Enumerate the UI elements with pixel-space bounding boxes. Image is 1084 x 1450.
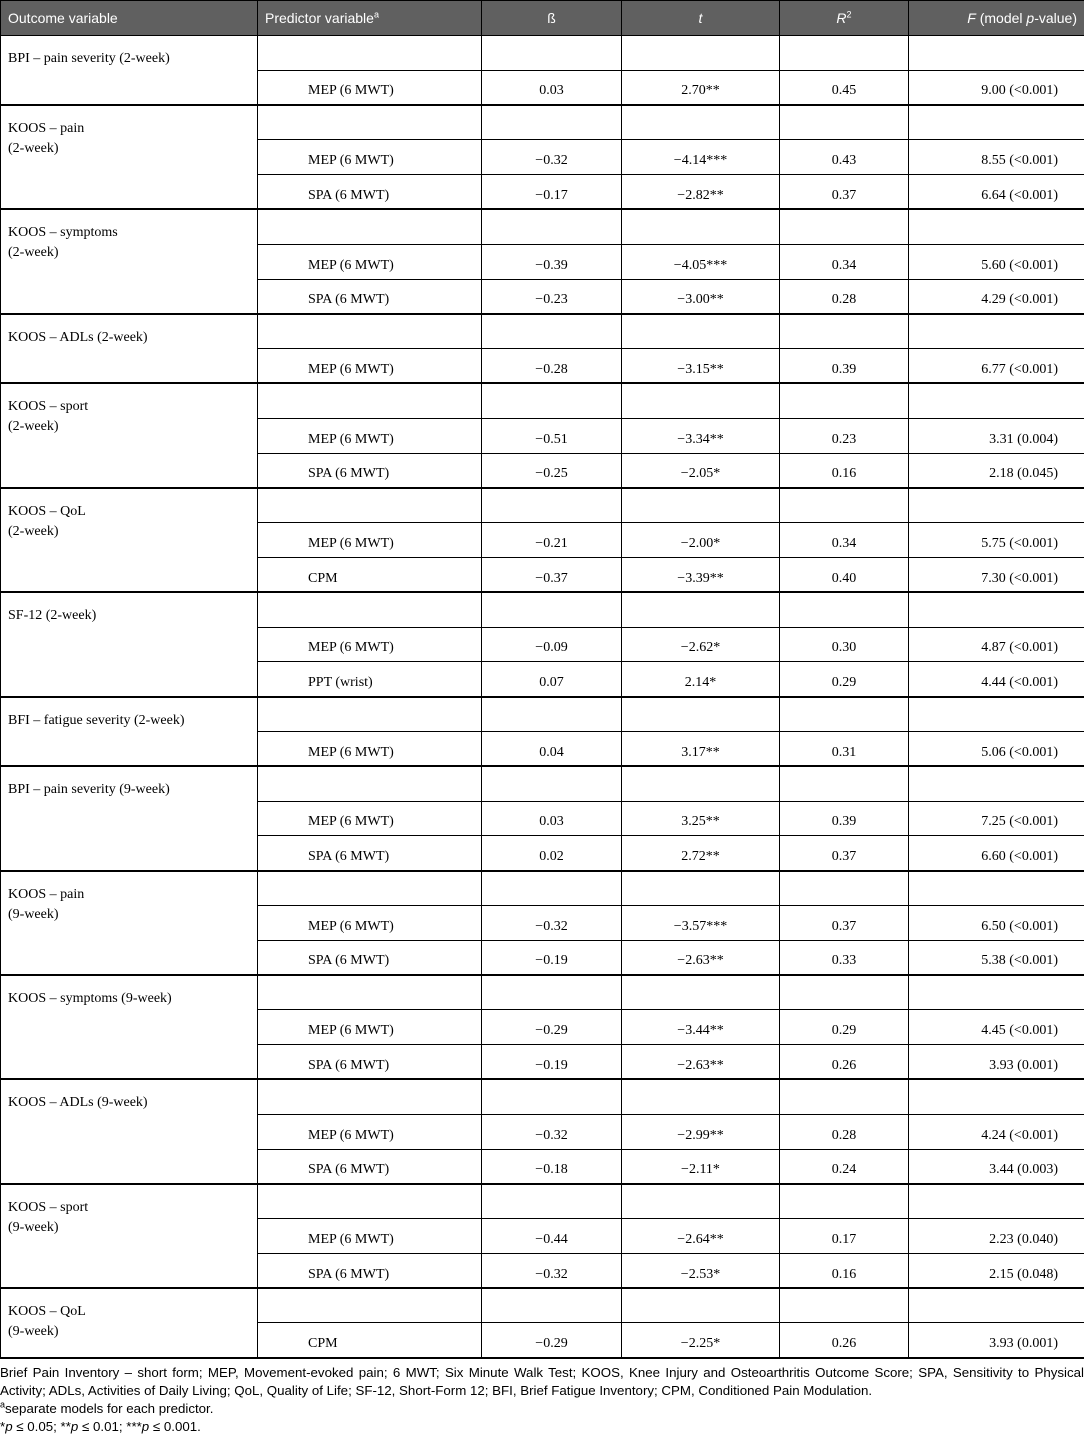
outcome-label: (2-week): [8, 245, 59, 261]
empty-cell: [258, 766, 482, 801]
predictor-cell: MEP (6 MWT): [258, 1219, 482, 1254]
predictor-cell: CPM: [258, 1323, 482, 1358]
beta-cell: −0.17: [482, 175, 622, 210]
r2-cell: 0.37: [780, 175, 909, 210]
empty-cell: [780, 36, 909, 71]
outcome-cell: [1, 105, 258, 209]
predictor-cell: SPA (6 MWT): [258, 279, 482, 314]
empty-cell: [482, 592, 622, 627]
predictor-cell: CPM: [258, 557, 482, 592]
beta-cell: −0.32: [482, 905, 622, 940]
f-cell: 5.60 (<0.001): [909, 244, 1084, 279]
t-cell: −2.99**: [622, 1114, 780, 1149]
outcome-label: (9-week): [8, 1324, 59, 1340]
empty-cell: [622, 766, 780, 801]
table-row: [1, 766, 1084, 801]
f-cell: 2.18 (0.045): [909, 453, 1084, 488]
f-cell: 6.64 (<0.001): [909, 175, 1084, 210]
empty-cell: [780, 871, 909, 906]
predictor-cell: MEP (6 MWT): [258, 905, 482, 940]
empty-cell: [482, 314, 622, 349]
predictor-cell: SPA (6 MWT): [258, 1253, 482, 1288]
outcome-cell: [1, 871, 258, 975]
empty-cell: [909, 383, 1084, 418]
empty-cell: [909, 766, 1084, 801]
outcome-cell: [1, 975, 258, 1079]
t-cell: −3.57***: [622, 905, 780, 940]
predictor-cell: PPT (wrist): [258, 662, 482, 697]
f-cell: 5.06 (<0.001): [909, 731, 1084, 766]
table-row: [1, 697, 1084, 732]
r2-cell: 0.16: [780, 453, 909, 488]
table-row: [1, 488, 1084, 523]
empty-cell: [622, 1184, 780, 1219]
r2-cell: 0.39: [780, 349, 909, 384]
empty-cell: [482, 383, 622, 418]
empty-cell: [622, 383, 780, 418]
empty-cell: [258, 36, 482, 71]
t-cell: −3.00**: [622, 279, 780, 314]
beta-cell: −0.37: [482, 557, 622, 592]
empty-cell: [780, 975, 909, 1010]
table-body: [1, 36, 1084, 1358]
t-cell: −2.82**: [622, 175, 780, 210]
empty-cell: [258, 314, 482, 349]
empty-cell: [622, 1079, 780, 1114]
outcome-label: BFI – fatigue severity (2-week): [8, 712, 185, 728]
empty-cell: [780, 383, 909, 418]
empty-cell: [622, 36, 780, 71]
empty-cell: [258, 209, 482, 244]
outcome-cell: [1, 383, 258, 487]
empty-cell: [909, 871, 1084, 906]
empty-cell: [909, 36, 1084, 71]
empty-cell: [909, 1184, 1084, 1219]
table-footnotes: [0, 1364, 1084, 1436]
t-cell: −3.15**: [622, 349, 780, 384]
outcome-label: KOOS – sport: [8, 399, 89, 415]
t-cell: 3.25**: [622, 801, 780, 836]
r2-cell: 0.39: [780, 801, 909, 836]
outcome-label: KOOS – ADLs (9-week): [8, 1095, 148, 1111]
r2-cell: 0.16: [780, 1253, 909, 1288]
outcome-cell: [1, 697, 258, 767]
outcome-cell: [1, 209, 258, 313]
f-cell: 3.44 (0.003): [909, 1149, 1084, 1184]
table-row: [1, 105, 1084, 140]
predictor-cell: SPA (6 MWT): [258, 1149, 482, 1184]
t-cell: −2.00*: [622, 523, 780, 558]
empty-cell: [622, 975, 780, 1010]
empty-cell: [909, 314, 1084, 349]
empty-cell: [258, 1288, 482, 1323]
predictor-cell: SPA (6 MWT): [258, 940, 482, 975]
f-cell: 5.38 (<0.001): [909, 940, 1084, 975]
t-cell: −2.53*: [622, 1253, 780, 1288]
table-row: [1, 1079, 1084, 1114]
t-cell: −4.05***: [622, 244, 780, 279]
empty-cell: [258, 697, 482, 732]
f-cell: 6.50 (<0.001): [909, 905, 1084, 940]
predictor-cell: SPA (6 MWT): [258, 836, 482, 871]
predictor-cell: MEP (6 MWT): [258, 801, 482, 836]
beta-cell: −0.25: [482, 453, 622, 488]
f-cell: 3.31 (0.004): [909, 418, 1084, 453]
r2-cell: 0.29: [780, 662, 909, 697]
outcome-label: (9-week): [8, 1219, 59, 1235]
beta-cell: 0.04: [482, 731, 622, 766]
outcome-label: KOOS – pain: [8, 886, 85, 902]
t-cell: −2.63**: [622, 940, 780, 975]
predictor-note: $^a$separate models for each predictor.: [0, 1399, 214, 1416]
outcome-label: KOOS – symptoms (9-week): [8, 991, 172, 1007]
outcome-cell: [1, 36, 258, 106]
empty-cell: [258, 871, 482, 906]
empty-cell: [482, 697, 622, 732]
empty-cell: [258, 488, 482, 523]
empty-cell: [482, 209, 622, 244]
empty-cell: [258, 105, 482, 140]
empty-cell: [780, 1184, 909, 1219]
outcome-label: KOOS – sport: [8, 1199, 89, 1215]
empty-cell: [258, 1079, 482, 1114]
empty-cell: [909, 1079, 1084, 1114]
beta-cell: −0.19: [482, 940, 622, 975]
beta-cell: −0.29: [482, 1323, 622, 1358]
empty-cell: [482, 871, 622, 906]
outcome-label: (2-week): [8, 419, 59, 435]
outcome-label: BPI – pain severity (9-week): [8, 782, 170, 798]
outcome-label: KOOS – QoL: [8, 1304, 86, 1320]
t-cell: −2.63**: [622, 1045, 780, 1080]
f-cell: 4.45 (<0.001): [909, 1010, 1084, 1045]
r2-cell: 0.40: [780, 557, 909, 592]
r2-cell: 0.28: [780, 279, 909, 314]
empty-cell: [909, 488, 1084, 523]
predictor-cell: SPA (6 MWT): [258, 1045, 482, 1080]
beta-cell: 0.02: [482, 836, 622, 871]
r2-cell: 0.37: [780, 905, 909, 940]
empty-cell: [780, 1079, 909, 1114]
f-cell: 3.93 (0.001): [909, 1045, 1084, 1080]
table-row: [1, 1184, 1084, 1219]
table-row: [1, 209, 1084, 244]
t-cell: 2.72**: [622, 836, 780, 871]
r2-cell: 0.30: [780, 627, 909, 662]
r2-cell: 0.33: [780, 940, 909, 975]
predictor-cell: MEP (6 MWT): [258, 70, 482, 105]
r2-cell: 0.29: [780, 1010, 909, 1045]
empty-cell: [258, 975, 482, 1010]
empty-cell: [622, 488, 780, 523]
outcome-label: SF-12 (2-week): [8, 608, 97, 624]
empty-cell: [482, 1184, 622, 1219]
r2-cell: 0.26: [780, 1045, 909, 1080]
t-cell: −2.64**: [622, 1219, 780, 1254]
empty-cell: [909, 1288, 1084, 1323]
predictor-cell: MEP (6 MWT): [258, 731, 482, 766]
predictor-cell: MEP (6 MWT): [258, 1010, 482, 1045]
empty-cell: [622, 209, 780, 244]
beta-cell: −0.28: [482, 349, 622, 384]
f-cell: 4.29 (<0.001): [909, 279, 1084, 314]
r2-cell: 0.34: [780, 523, 909, 558]
beta-cell: 0.07: [482, 662, 622, 697]
empty-cell: [482, 975, 622, 1010]
f-cell: 9.00 (<0.001): [909, 70, 1084, 105]
f-cell: 5.75 (<0.001): [909, 523, 1084, 558]
beta-cell: 0.03: [482, 70, 622, 105]
beta-cell: −0.39: [482, 244, 622, 279]
empty-cell: [482, 1288, 622, 1323]
predictor-cell: SPA (6 MWT): [258, 453, 482, 488]
empty-cell: [780, 1288, 909, 1323]
significance-note: *p ≤ 0.05; **p ≤ 0.01; ***p ≤ 0.001.: [0, 1419, 201, 1434]
empty-cell: [780, 488, 909, 523]
beta-cell: −0.29: [482, 1010, 622, 1045]
table-row: [1, 871, 1084, 906]
empty-cell: [909, 592, 1084, 627]
t-cell: 2.14*: [622, 662, 780, 697]
f-cell: 6.60 (<0.001): [909, 836, 1084, 871]
r2-cell: 0.34: [780, 244, 909, 279]
r2-cell: 0.17: [780, 1219, 909, 1254]
beta-cell: 0.03: [482, 801, 622, 836]
header-predictor: Predictor variable$^a$: [258, 1, 482, 36]
predictor-cell: MEP (6 MWT): [258, 244, 482, 279]
outcome-label: (2-week): [8, 523, 59, 539]
outcome-label: (9-week): [8, 906, 59, 922]
empty-cell: [780, 766, 909, 801]
beta-cell: −0.32: [482, 1253, 622, 1288]
r2-cell: 0.37: [780, 836, 909, 871]
beta-cell: −0.21: [482, 523, 622, 558]
predictor-cell: MEP (6 MWT): [258, 418, 482, 453]
empty-cell: [780, 209, 909, 244]
empty-cell: [780, 105, 909, 140]
f-cell: 2.23 (0.040): [909, 1219, 1084, 1254]
header-t: t: [622, 1, 780, 36]
outcome-cell: [1, 766, 258, 870]
t-cell: −3.44**: [622, 1010, 780, 1045]
empty-cell: [780, 697, 909, 732]
table-row: [1, 383, 1084, 418]
empty-cell: [622, 697, 780, 732]
r2-cell: 0.26: [780, 1323, 909, 1358]
t-cell: 3.17**: [622, 731, 780, 766]
empty-cell: [258, 383, 482, 418]
r2-cell: 0.28: [780, 1114, 909, 1149]
outcome-label: KOOS – symptoms: [8, 225, 118, 241]
r2-cell: 0.45: [780, 70, 909, 105]
abbreviations-note: Brief Pain Inventory – short form; MEP, Movement-evoked pain; 6 MWT; Six Minute Walk Test; KOOS, Knee Injury and Osteoarthritis Outcome Score; SPA, Sensitivity to Physical Activity; ADLs, Activities of Daily Living; QoL, Quality of Life; SF-12, Short-Form 12; BFI, Brief Fatigue Inventory; CPM, Conditioned Pain Modulation.: [0, 1365, 1084, 1398]
predictor-cell: MEP (6 MWT): [258, 1114, 482, 1149]
empty-cell: [482, 488, 622, 523]
r2-cell: 0.24: [780, 1149, 909, 1184]
predictor-cell: MEP (6 MWT): [258, 349, 482, 384]
t-cell: −2.11*: [622, 1149, 780, 1184]
f-cell: 3.93 (0.001): [909, 1323, 1084, 1358]
header-outcome: Outcome variable: [1, 1, 258, 36]
outcome-cell: [1, 1288, 258, 1358]
predictor-cell: MEP (6 MWT): [258, 140, 482, 175]
outcome-label: KOOS – QoL: [8, 503, 86, 519]
f-cell: 4.44 (<0.001): [909, 662, 1084, 697]
header-r2: $R^2$: [780, 1, 909, 36]
beta-cell: −0.51: [482, 418, 622, 453]
beta-cell: −0.44: [482, 1219, 622, 1254]
t-cell: −4.14***: [622, 140, 780, 175]
table-row: [1, 36, 1084, 71]
outcome-label: (2-week): [8, 141, 59, 157]
beta-cell: −0.23: [482, 279, 622, 314]
outcome-label: KOOS – pain: [8, 121, 85, 137]
f-cell: 2.15 (0.048): [909, 1253, 1084, 1288]
empty-cell: [482, 105, 622, 140]
empty-cell: [622, 105, 780, 140]
empty-cell: [622, 592, 780, 627]
empty-cell: [482, 36, 622, 71]
beta-cell: −0.18: [482, 1149, 622, 1184]
f-cell: 6.77 (<0.001): [909, 349, 1084, 384]
header-beta: ß: [482, 1, 622, 36]
t-cell: −2.25*: [622, 1323, 780, 1358]
empty-cell: [909, 105, 1084, 140]
empty-cell: [780, 314, 909, 349]
beta-cell: −0.32: [482, 140, 622, 175]
t-cell: −3.39**: [622, 557, 780, 592]
empty-cell: [258, 592, 482, 627]
r2-cell: 0.43: [780, 140, 909, 175]
empty-cell: [482, 1079, 622, 1114]
f-cell: 4.87 (<0.001): [909, 627, 1084, 662]
f-cell: 8.55 (<0.001): [909, 140, 1084, 175]
outcome-label: KOOS – ADLs (2-week): [8, 329, 148, 345]
t-cell: −3.34**: [622, 418, 780, 453]
predictor-cell: SPA (6 MWT): [258, 175, 482, 210]
table-row: [1, 1288, 1084, 1323]
empty-cell: [909, 209, 1084, 244]
beta-cell: −0.32: [482, 1114, 622, 1149]
f-cell: 7.30 (<0.001): [909, 557, 1084, 592]
outcome-cell: [1, 1079, 258, 1183]
t-cell: 2.70**: [622, 70, 780, 105]
outcome-cell: [1, 488, 258, 592]
outcome-cell: [1, 1184, 258, 1288]
predictor-cell: MEP (6 MWT): [258, 523, 482, 558]
r2-cell: 0.31: [780, 731, 909, 766]
empty-cell: [909, 697, 1084, 732]
t-cell: −2.62*: [622, 627, 780, 662]
outcome-cell: [1, 592, 258, 696]
empty-cell: [622, 314, 780, 349]
header-f: F (model p-value): [909, 1, 1084, 36]
outcome-cell: [1, 314, 258, 384]
beta-cell: −0.19: [482, 1045, 622, 1080]
beta-cell: −0.09: [482, 627, 622, 662]
f-cell: 4.24 (<0.001): [909, 1114, 1084, 1149]
table-row: [1, 592, 1084, 627]
empty-cell: [622, 1288, 780, 1323]
table-row: [1, 314, 1084, 349]
outcome-label: BPI – pain severity (2-week): [8, 51, 170, 66]
f-cell: 7.25 (<0.001): [909, 801, 1084, 836]
empty-cell: [622, 871, 780, 906]
r2-cell: 0.23: [780, 418, 909, 453]
empty-cell: [909, 975, 1084, 1010]
header-row: [1, 1, 1084, 36]
table-row: [1, 975, 1084, 1010]
empty-cell: [482, 766, 622, 801]
predictor-cell: MEP (6 MWT): [258, 627, 482, 662]
empty-cell: [780, 592, 909, 627]
t-cell: −2.05*: [622, 453, 780, 488]
empty-cell: [258, 1184, 482, 1219]
